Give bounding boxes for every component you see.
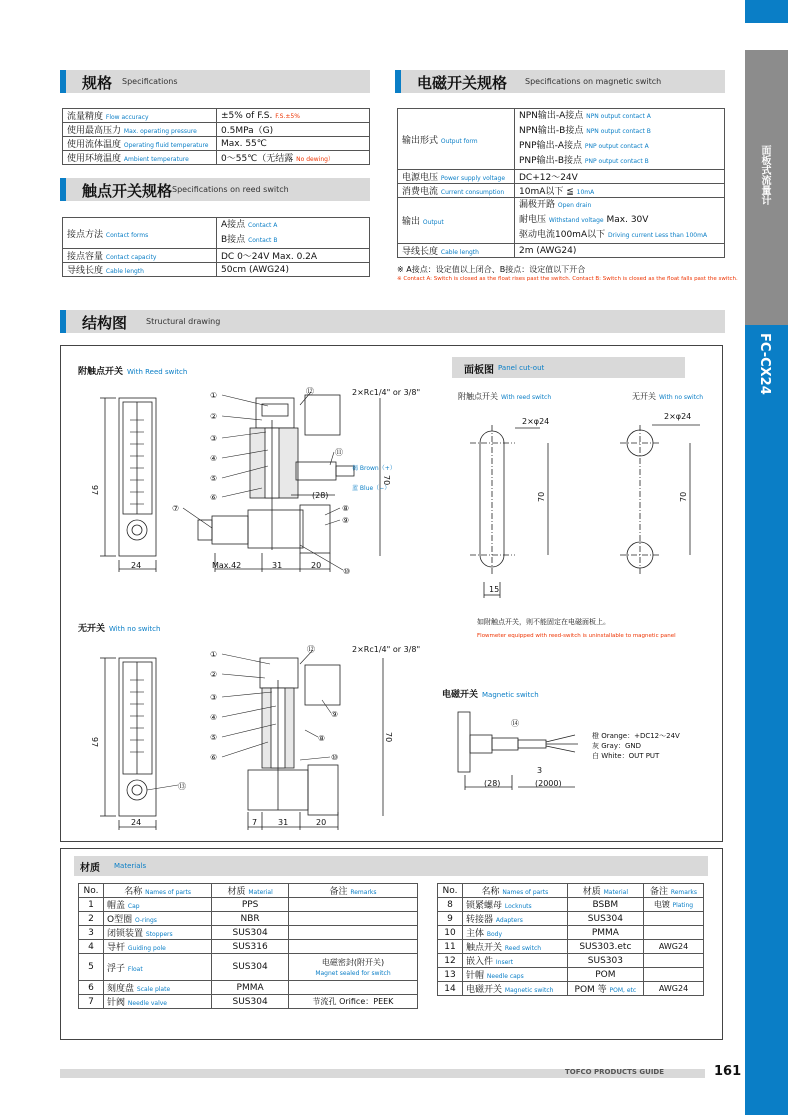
dim-31-reed: 31 [272, 561, 283, 570]
side-category-label: 面板式流量计 [759, 145, 770, 205]
mag-dim-2000: (2000) [535, 779, 562, 788]
material-row: 10 主体 Body PMMA [438, 926, 704, 940]
reed-front-view [100, 398, 156, 572]
mag-len-value: 2m (AWG24) [515, 244, 725, 258]
callout-3: ③ [210, 434, 218, 443]
dim-max42: Max.42 [212, 561, 242, 570]
materials-header [74, 856, 708, 876]
panel-hole-reed: 2×φ24 [522, 417, 550, 426]
panel-no-label: 无开关 With no switch [632, 392, 704, 401]
panel-reed-cutout [470, 425, 548, 598]
mag-cur-value: 10mA以下 ≦ [519, 187, 574, 197]
material-row: 11 触点开关 Reed switch SUS303.etc AWG24 [438, 940, 704, 954]
magnetic-note-zh: ※ A接点：设定值以上闭合、B接点：设定值以下开合 [397, 265, 586, 274]
contact-method-label: 接点方法 [67, 229, 104, 240]
materials-title-en: Materials [114, 862, 147, 870]
material-row: 2 O型圈 O-rings NBR [79, 912, 418, 926]
dim-20-reed: 20 [311, 561, 322, 570]
material-row: 3 闭锁装置 Stoppers SUS304 [79, 926, 418, 940]
dim-7: 7 [252, 818, 258, 827]
callout-10: ⑩ [343, 567, 351, 576]
callout-ns-10: ⑩ [331, 753, 339, 762]
side-model-label: FC-CX24 [757, 333, 772, 395]
mag-open-drain: 漏极开路 [519, 200, 556, 210]
contact-table: 接点方法 Contact forms A接点 Contact A B接点 Contact B 接点容量 Contact capacity DC 0～24V Max. 0.2A 导线长度 Cable length 50cm (AWG24) [62, 217, 370, 277]
contact-title: 触点开关规格 [82, 182, 173, 200]
dim-28-reed: (28) [312, 491, 329, 500]
dim-20-noswitch: 20 [316, 818, 327, 827]
materials-title: 材质 [80, 863, 100, 874]
magnetic-title: 电磁开关规格 [417, 74, 508, 92]
mag-out-row: PNP输出-A接点 PNP output contact A [519, 141, 649, 151]
callout-6: ⑥ [210, 493, 218, 502]
panel-hole-no: 2×φ24 [664, 412, 692, 421]
mag-volt-label: 电源电压 [402, 173, 439, 183]
contact-title-en: Specifications on reed switch [172, 185, 289, 194]
dim-70-reed: 70 [382, 475, 391, 486]
spec-row: 使用环境温度 Ambient temperature 0～55℃（无结露 No dewing） [63, 151, 370, 165]
dim-97-reed: 97 [90, 485, 99, 496]
mag-out-label: 输出形式 [402, 135, 439, 146]
callout-ns-3: ③ [210, 693, 218, 702]
material-row: 8 锁紧螺母 Locknuts BSBM 电镀 Plating [438, 898, 704, 912]
material-row: 12 嵌入件 Insert SUS303 [438, 954, 704, 968]
callout-7: ⑦ [172, 504, 180, 513]
mag-dim-3: 3 [537, 766, 543, 775]
panel-note-zh: 如附触点开关，则不能固定在电磁面板上。 [477, 618, 610, 626]
callout-ns-9: ⑨ [331, 710, 339, 719]
mag-cur-label: 消费电流 [402, 187, 439, 197]
magnetic-table: 输出形式 Output form NPN输出-A接点 NPN output contact A NPN输出-B接点 NPN output contact B PNP输出-A接点 PNP output contact A PNP输出-B接点 PNP output contact B 电源电压 Power supply voltage DC+12～24V 消费电流 Current consumption 10mA以下 ≦ 10mA 输出 Output 漏极开路 Open drain 耐电压 Withstand voltage Max. 30V 驱动电流100mA以下 Driving current Less than 100mA 导线长度 Cable length 2m (AWG24) [397, 108, 725, 258]
material-row: 6 刻度盘 Scale plate PMMA [79, 981, 418, 995]
spec-row: 使用流体温度 Operating fluid temperature Max. 55℃ [63, 137, 370, 151]
material-row: 14 电磁开关 Magnetic switch POM 等 POM, etc AWG24 [438, 982, 704, 996]
wire-orange: 橙 Orange：+DC12～24V [592, 732, 680, 740]
magnetic-note-en: ※ Contact A: Switch is closed as the float rises past the switch. Contact B: Switch is closed as the float falls past the switch. [397, 276, 738, 282]
callout-ns-2: ② [210, 670, 218, 679]
panel-title: 面板图 [464, 365, 494, 376]
page-number: 161 [714, 1064, 742, 1079]
callout-ns-5: ⑤ [210, 733, 218, 742]
no-switch-label: 无开关 With no switch [78, 624, 161, 634]
material-row: 4 导杆 Guiding pole SUS316 [79, 940, 418, 954]
callout-ns-1: ① [210, 650, 218, 659]
dim-31-noswitch: 31 [278, 818, 289, 827]
panel-title-en: Panel cut-out [498, 364, 545, 372]
contact-cap-value: DC 0～24V Max. 0.2A [217, 249, 370, 263]
mag-out-row: PNP输出-B接点 PNP output contact B [519, 156, 649, 166]
material-row: 7 针阀 Needle valve SUS304 节流孔 Orifice：PEEK [79, 995, 418, 1009]
rc-label-reed: 2×Rc1/4" or 3/8" [352, 388, 421, 397]
spec-title-en: Specifications [122, 77, 178, 86]
mag-out-row: NPN输出-B接点 NPN output contact B [519, 126, 651, 136]
callout-4: ④ [210, 454, 218, 463]
contact-b: B接点 [221, 235, 246, 245]
contact-len-label: 导线长度 [67, 266, 104, 276]
dim-97-noswitch: 97 [90, 737, 99, 748]
struct-title: 结构图 [82, 314, 128, 332]
wire-white: 白 White：OUT PUT [592, 752, 660, 760]
reed-side-view [198, 395, 380, 572]
contact-a: A接点 [221, 220, 246, 230]
contact-len-value: 50cm (AWG24) [217, 263, 370, 277]
callout-2: ② [210, 412, 218, 421]
reed-switch-label: 附触点开关 With Reed switch [78, 367, 188, 377]
mag-withstand: 耐电压 [519, 215, 547, 225]
panel-70-reed: 70 [537, 491, 546, 502]
mag-output-label: 输出 [402, 217, 421, 227]
materials-table-right: No. 名称 Names of parts 材质 Material 备注 Remarks 8 锁紧螺母 Locknuts BSBM 电镀 Plating 9 转接器 Adapters SUS304 10 主体 Body PMMA 11 触点开关 Reed switch SUS303.etc AWG24 12 嵌入件 Insert SUS303 13 针帽 Needle caps POM 14 电磁开关 Magnetic switch POM 等 POM, etc AWG24 [437, 883, 704, 996]
brown-wire: 褐 Brown（+） [352, 465, 396, 472]
callout-ns-12: ⑫ [307, 645, 315, 654]
panel-15: 15 [489, 585, 500, 594]
magnetic-title-en: Specifications on magnetic switch [525, 77, 662, 86]
footer-text: TOFCO PRODUCTS GUIDE [565, 1068, 665, 1076]
callout-ns-6: ⑥ [210, 753, 218, 762]
callout-13: ⑬ [178, 782, 186, 791]
dim-24-noswitch: 24 [131, 818, 142, 827]
callout-ns-8: ⑧ [318, 734, 326, 743]
dim-70-noswitch: 70 [384, 732, 393, 743]
material-row: 5 浮子 Float SUS304 电磁密封(附开关) Magnet sealed for switch [79, 954, 418, 981]
callout-1: ① [210, 391, 218, 400]
spec-title: 规格 [82, 74, 113, 92]
dim-24-reed: 24 [131, 561, 142, 570]
mag-drive: 驱动电流100mA以下 [519, 230, 606, 240]
struct-title-en: Structural drawing [146, 317, 221, 326]
noswitch-front-view [100, 658, 156, 830]
callout-5: ⑤ [210, 474, 218, 483]
mag-len-label: 导线长度 [402, 247, 439, 257]
material-row: 1 帽盖 Cap PPS [79, 898, 418, 912]
panel-note-en: Flowmeter equipped with reed-switch is uninstallable to magnetic panel [477, 633, 676, 639]
panel-noswitch-cutout [620, 425, 700, 575]
contact-cap-label: 接点容量 [67, 252, 104, 262]
mag-out-row: NPN输出-A接点 NPN output contact A [519, 111, 651, 121]
blue-wire: 蓝 Blue（−） [352, 485, 391, 492]
mag-volt-value: DC+12～24V [515, 170, 725, 184]
rc-label-noswitch: 2×Rc1/4" or 3/8" [352, 645, 421, 654]
callout-14: ⑭ [511, 719, 519, 728]
spec-row: 使用最高压力 Max. operating pressure 0.5MPa（G) [63, 123, 370, 137]
material-row: 13 针帽 Needle caps POM [438, 968, 704, 982]
spec-row: 流量精度 Flow accuracy ±5% of F.S. F.S.±5% [63, 109, 370, 123]
materials-table-left: No. 名称 Names of parts 材质 Material 备注 Remarks 1 帽盖 Cap PPS 2 O型圈 O-rings NBR 3 闭锁装置 Stoppers SUS304 4 导杆 Guiding pole SUS316 5 浮子 Float SUS304 电磁密封(附开关) Magnet sealed for switch 6 刻度盘 Scale plate PMMA 7 针阀 Needle valve SUS304 节流孔 Orifice：PEEK [78, 883, 418, 1009]
noswitch-side-view [248, 658, 383, 830]
panel-reed-label: 附触点开关 With reed switch [458, 392, 552, 401]
mag-dim-28: (28) [484, 779, 501, 788]
panel-70-no: 70 [679, 491, 688, 502]
magnetic-switch-label: 电磁开关 Magnetic switch [442, 690, 539, 700]
material-row: 9 转接器 Adapters SUS304 [438, 912, 704, 926]
wire-gray: 灰 Gray：GND [592, 742, 642, 750]
callout-9: ⑨ [342, 516, 350, 525]
callout-ns-4: ④ [210, 713, 218, 722]
callout-8: ⑧ [342, 504, 350, 513]
callout-12: ⑫ [306, 387, 314, 396]
callout-11: ⑪ [335, 448, 343, 457]
